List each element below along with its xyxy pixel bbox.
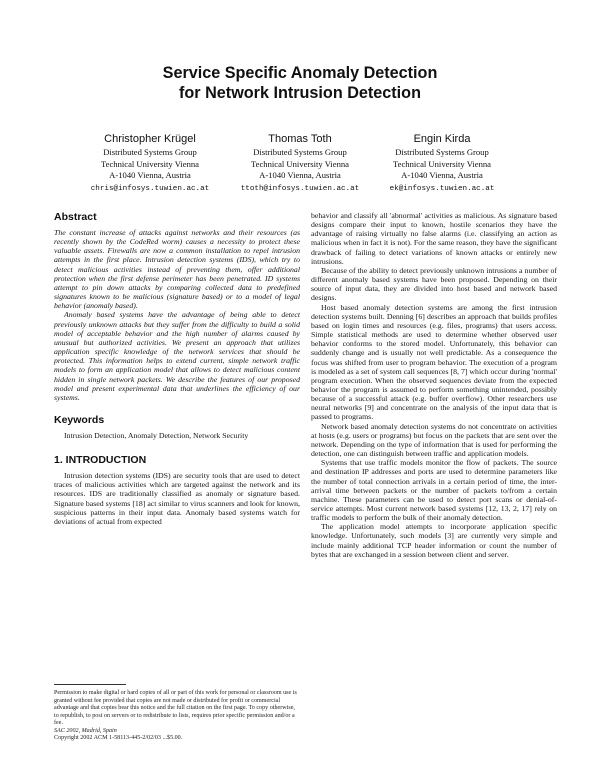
left-column: [54, 211, 300, 526]
author-city: A-1040 Vienna, Austria: [259, 170, 341, 181]
author-univ: Technical University Vienna: [101, 158, 199, 169]
author-dept: Distributed Systems Group: [395, 147, 489, 157]
body-paragraph: The application model attempts to incorporate application specific knowledge. Unfortunately, such models [3] are currently very simple and include mainly additional TCP header information or count the number of bytes that are exchanged in a session between client and server.: [311, 522, 557, 559]
footnote-permission: Permission to make digital or hard copies of all or part of this work for personal or classroom use is granted without fee provided that copies are not made or distributed for profit or commercial advantage and that copies bear this notice and the full citation on the first page. To copy otherwise, to republish, to post on servers or to redistribute to lists, requires prior specific permission and/or a fee.: [54, 690, 297, 726]
introduction-paragraph: Intrusion detection systems (IDS) are security tools that are used to detect traces of malicious activities which are targeted against the network and its resources. IDS are traditionally classified as anomaly or signature based. Signature based systems [18] act similar to virus scanners and look for known, suspicious patterns in their input data. Anomaly based systems watch for deviations of actual from expected: [54, 471, 300, 526]
paper-title: [0, 64, 600, 103]
body-paragraph: Because of the ability to detect previously unknown intrusions a number of different anomaly based systems have been proposed. Depending on their source of input data, they are divided into host based and network based designs.: [311, 265, 557, 303]
introduction-heading: 1. INTRODUCTION: [54, 454, 147, 467]
footnote-rule: [54, 684, 126, 685]
abstract-paragraph: Anomaly based systems have the advantage of being able to detect previously unknown attacks but they suffer from the difficulty to build a solid model of acceptable behavior and the high number of alarms caused by unusual but authorized activities. We present an approach that utilizes application specific knowledge of the network services that should be protected. This information helps to extend current, simple network traffic models to form an application model that allows to detect malicious content hidden in single network packets. We describe the features of our proposed model and present experimental data that underlines the efficiency of our systems.: [54, 310, 300, 402]
author-email[interactable]: ttoth@infosys.tuwien.ac.at: [240, 184, 360, 193]
author-city: A-1040 Vienna, Austria: [109, 170, 191, 181]
author-univ: Technical University Vienna: [393, 158, 491, 169]
author-block: [0, 132, 600, 192]
author-dept: Distributed Systems Group: [103, 147, 197, 157]
author-3: [352, 132, 532, 195]
right-column: [311, 211, 557, 559]
body-paragraph: Host based anomaly detection systems are among the first intrusion detection systems built. Denning [6] describes an approach that builds profiles based on login times and resources (e.g. files, programs) that users access. Simple statistical methods are used to determine whether observed user behavior conforms to the stored model. Unfortunately, this behavior can suddenly change and is usually not well predictable. As a consequence the focus was shifted from user to program behavior. The execution of a program is modeled as a set of system call sequences [8, 7] which occur during 'normal' program execution. When the observed sequences deviate from the expected behavior the program is assumed to perform something unintended, possibly because of a successful attack (e.g. buffer overflow). Other researchers use neural networks [9] and concentrate on the analysis of the input data that is passed to programs.: [311, 302, 557, 422]
body-paragraph: Systems that use traffic models monitor the flow of packets. The source and destination IP addresses and ports are used to determine parameters like the number of total connection arrivals in a certain period of time, the inter-arrival time between packets or the number of packets to/from a certain machine. These parameters can be used to detect port scans or denial-of-service attempts. Most current network based systems [12, 13, 2, 17] rely on traffic models to perform the bulk of their anomaly detection.: [311, 458, 557, 523]
author-univ: Technical University Vienna: [251, 158, 349, 169]
author-city: A-1040 Vienna, Austria: [401, 170, 483, 181]
author-email[interactable]: chris@infosys.tuwien.ac.at: [90, 184, 210, 193]
author-name: Christopher Krügel: [104, 133, 196, 145]
title-line-2: for Network Intrusion Detection: [179, 83, 421, 102]
abstract-section: [54, 211, 300, 402]
footnote-venue: SAC 2002, Madrid, Spain: [54, 727, 117, 734]
keywords-heading: Keywords: [54, 413, 105, 426]
abstract-heading: Abstract: [54, 211, 97, 223]
footnote-copyright: Copyright 2002 ACM 1-58113-445-2/02/03 ...$5.00.: [54, 735, 183, 741]
author-email[interactable]: ek@infosys.tuwien.ac.at: [389, 184, 495, 193]
author-name: Engin Kirda: [413, 133, 471, 145]
author-dept: Distributed Systems Group: [253, 147, 347, 157]
author-name: Thomas Toth: [268, 133, 332, 145]
body-paragraph: Network based anomaly detection systems do not concentrate on activities at hosts (e.g. users or programs) but focus on the packets that are sent over the network. Depending on the type of information that is used for performing the detection, one can distinguish between traffic and application models.: [311, 421, 557, 459]
copyright-footnote: [54, 690, 300, 743]
title-line-1: Service Specific Anomaly Detection: [162, 64, 438, 82]
keywords-text: Intrusion Detection, Anomaly Detection, Network Security: [64, 430, 249, 440]
abstract-paragraph: The constant increase of attacks against networks and their resources (as recently shown by the CodeRed worm) causes a necessity to protect these valuable assets. Firewalls are now a common installation to repel intrusion attempts in the first place. Intrusion detection systems (IDS), which try to detect malicious activities instead of preventing them, offer additional protection when the first defense perimeter has been penetrated. ID systems attempt to pin down attacks by comparing collected data to predefined signatures known to be malicious (signature based) or to a model of legal behavior (anomaly based).: [54, 228, 300, 311]
body-paragraph: behavior and classify all 'abnormal' activities as malicious. As signature based designs compare their input to known, hostile scenarios they have the advantage of raising virtually no false alarms (i.e. classifying an action as malicious when in fact it is not). For the same reason, they have the significant drawback of failing to detect variations of known attacks or entirely new intrusions.: [311, 211, 557, 266]
